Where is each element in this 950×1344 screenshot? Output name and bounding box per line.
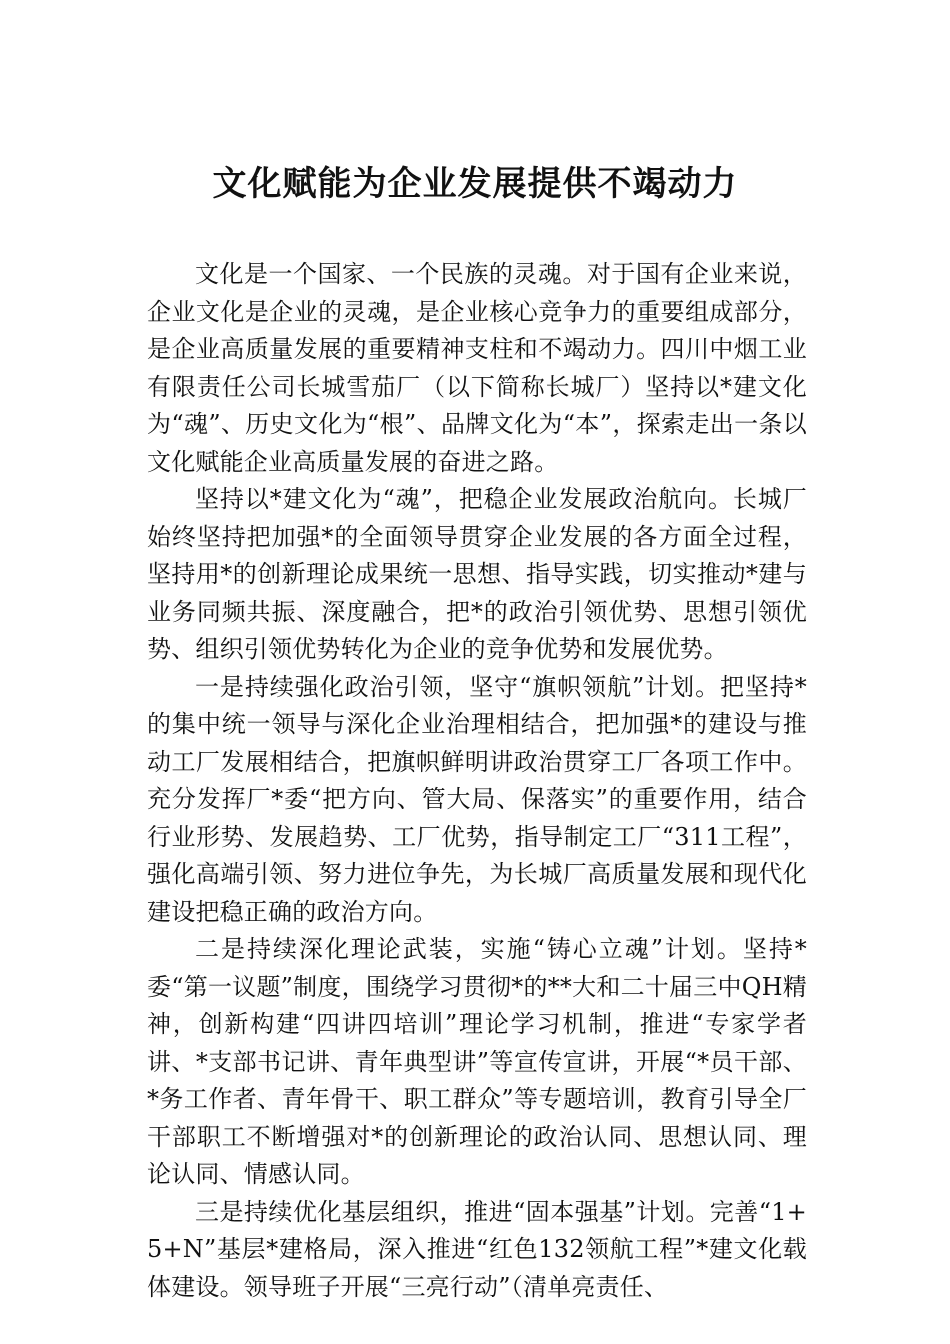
paragraph-theory-arming: 二是持续深化理论武装，实施“铸心立魂”计划。坚持*委“第一议题”制度，围绕学习贯彻*的**大和二十届三中QH精神，创新构建“四讲四培训”理论学习机制，推进“专家学者讲、*支部书记讲、青年典型讲”等宣传宣讲，开展“*员干部、*务工作者、青年骨干、职工群众”等专题培训，教育引导全厂干部职工不断增强对*的创新理论的政治认同、思想认同、理论认同、情感认同。	[147, 935, 807, 1188]
document-body	[147, 256, 807, 1306]
document-title: 文化赋能为企业发展提供不竭动力	[212, 164, 738, 204]
paragraph-party-culture: 坚持以*建文化为“魂”，把稳企业发展政治航向。长城厂始终坚持把加强*的全面领导贯穿企业发展的各方面全过程，坚持用*的创新理论成果统一思想、指导实践，切实推动*建与业务同频共振、深度融合，把*的政治引领优势、思想引领优势、组织引领优势转化为企业的竞争优势和发展优势。	[147, 485, 807, 663]
paragraph-grassroots-organization: 三是持续优化基层组织，推进“固本强基”计划。完善“1+5+N”基层*建格局，深入推进“红色132领航工程”*建文化载体建设。领导班子开展“三亮行动”（清单亮责任、	[147, 1197, 807, 1301]
paragraph-political-guidance: 一是持续强化政治引领，坚守“旗帜领航”计划。把坚持*的集中统一领导与深化企业治理相结合，把加强*的建设与推动工厂发展相结合，把旗帜鲜明讲政治贯穿工厂各项工作中。充分发挥厂*委“把方向、管大局、保落实”的重要作用，结合行业形势、发展趋势、工厂优势，指导制定工厂“311工程”，强化高端引领、努力进位争先，为长城厂高质量发展和现代化建设把稳正确的政治方向。	[147, 672, 807, 926]
paragraph-intro: 文化是一个国家、一个民族的灵魂。对于国有企业来说，企业文化是企业的灵魂，是企业核心竞争力的重要组成部分，是企业高质量发展的重要精神支柱和不竭动力。四川中烟工业有限责任公司长城雪茄厂（以下简称长城厂）坚持以*建文化为“魂”、历史文化为“根”、品牌文化为“本”，探索走出一条以文化赋能企业高质量发展的奋进之路。	[147, 260, 807, 476]
